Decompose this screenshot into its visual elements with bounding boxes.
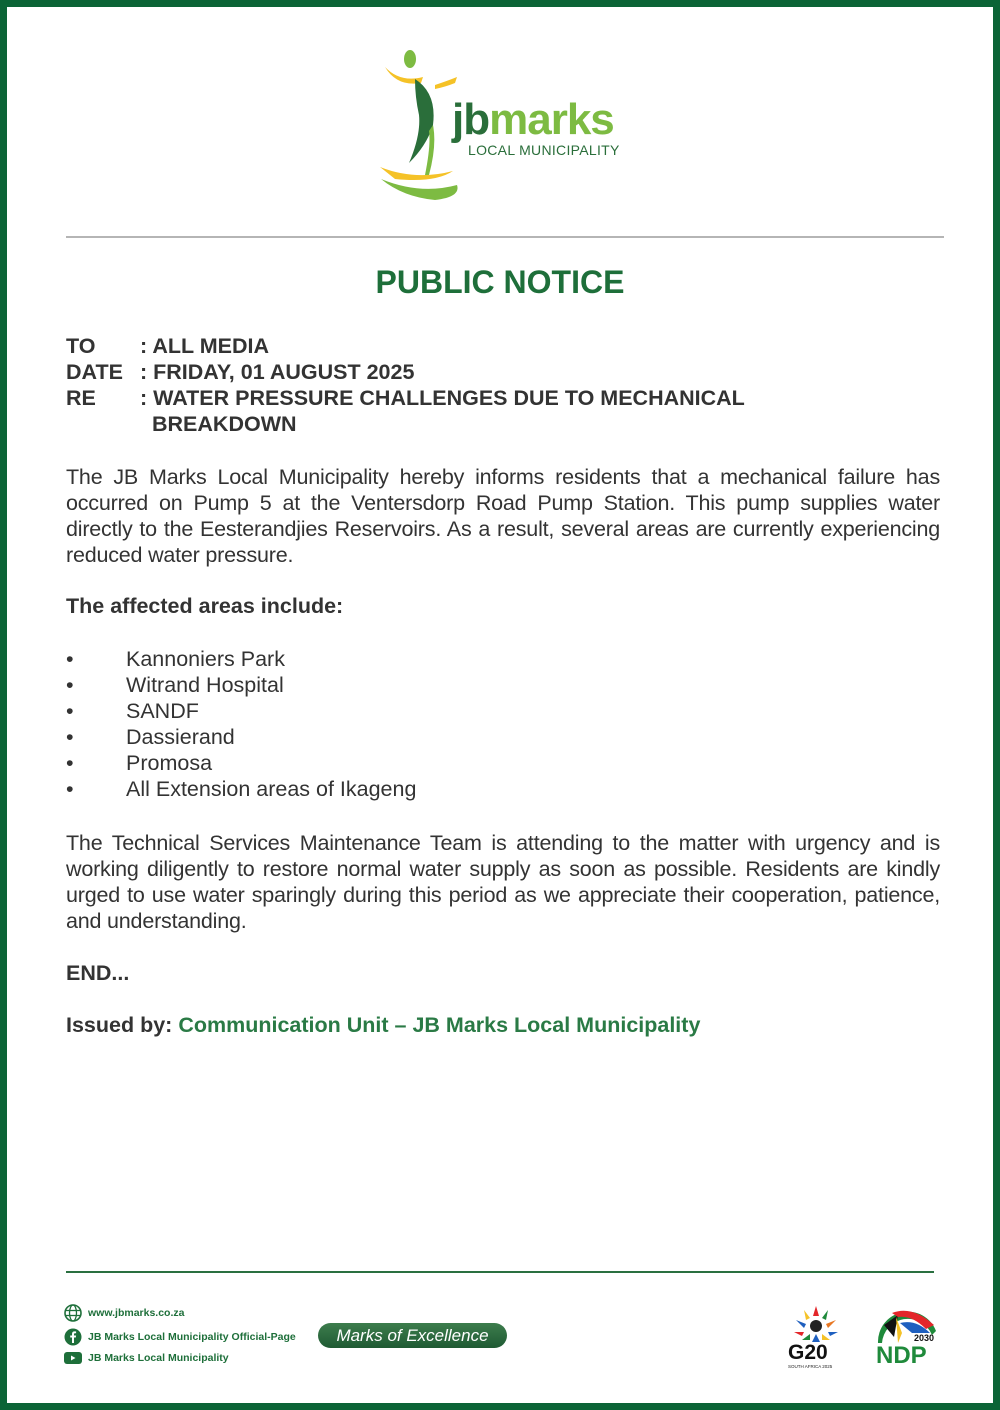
closing-paragraph: The Technical Services Maintenance Team is attending to the matter with urgency and is working diligently to restore normal water supply as soon as possible. Residents are kindly urged to use water sparingly during this period as we appreciate their cooperation, patience, and understanding. [66,831,940,933]
list-item: • Kannoniers Park [66,647,285,671]
footer-divider [66,1271,934,1273]
youtube-icon [64,1351,82,1365]
areas-heading: The affected areas include: [66,594,344,618]
g20-label: G20 [788,1341,828,1364]
facebook-icon [64,1328,82,1346]
youtube-link[interactable]: JB Marks Local Municipality [64,1351,229,1365]
meta-re: RE : WATER PRESSURE CHALLENGES DUE TO MECHANICAL [66,386,745,410]
issued-by: Issued by: Communication Unit – JB Marks Local Municipality [66,1013,701,1037]
globe-icon [64,1304,82,1322]
notice-meta [66,333,852,437]
issuer-name: Communication Unit – JB Marks Local Municipality [178,1013,701,1037]
list-item: • Promosa [66,751,213,775]
g20-sublabel: SOUTH AFRICA 2025 [788,1364,833,1369]
ndp-year: 2030 [914,1333,935,1343]
ndp-2030-logo [872,1303,942,1367]
list-item: • All Extension areas of Ikageng [66,777,417,801]
slogan-badge: Marks of Excellence [318,1323,507,1348]
header-divider [66,236,944,238]
list-item: • Dassierand [66,725,235,749]
meta-re-cont: BREAKDOWN [152,412,297,436]
meta-date: DATE : FRIDAY, 01 AUGUST 2025 [66,360,415,384]
ndp-label: NDP [876,1342,927,1367]
intro-paragraph: The JB Marks Local Municipality hereby informs residents that a mechanical failure has occurred on Pump 5 at the Ventersdorp Road Pump Station. This pump supplies water directly to the Eesterandjies Reservoirs. As a result, several areas are currently experiencing reduced water pressure. [66,465,940,567]
end-marker: END... [66,961,130,985]
page-title: PUBLIC NOTICE [375,264,625,300]
website-link[interactable]: www.jbmarks.co.za [64,1304,184,1322]
list-item: • Witrand Hospital [66,673,284,697]
list-item: • SANDF [66,699,199,723]
affected-areas-list [66,646,416,802]
logo-subtitle: LOCAL MUNICIPALITY [468,142,620,158]
ndp-flag-icon [872,1303,942,1367]
meta-to: TO : ALL MEDIA [66,334,269,358]
logo-wordmark: jbmarks [452,95,614,144]
facebook-link[interactable]: JB Marks Local Municipality Official-Page [64,1328,296,1346]
